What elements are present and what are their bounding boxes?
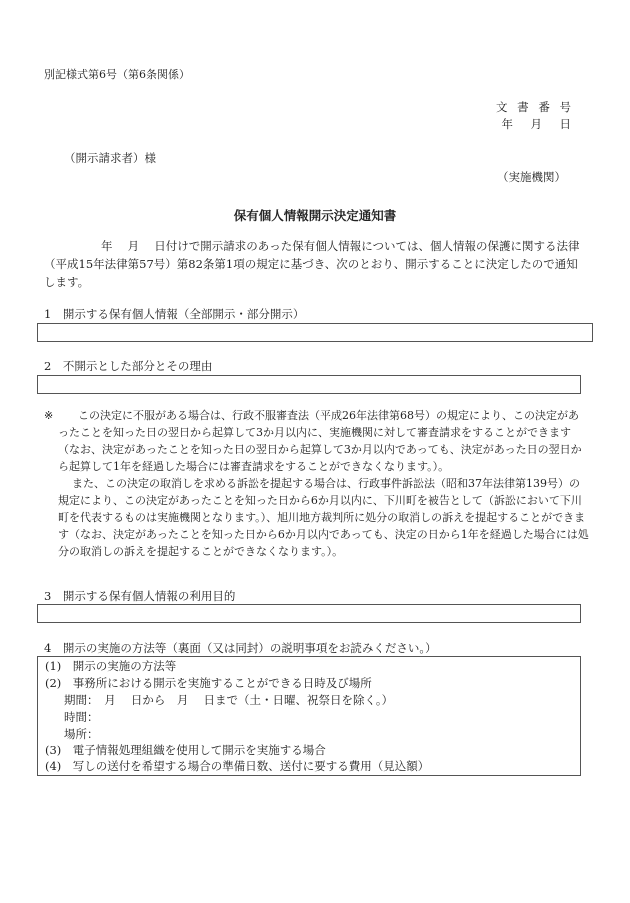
section-4-field[interactable] [37, 656, 581, 776]
requester-line: （開示請求者）様 [64, 151, 156, 165]
form-number: 別記様式第6号（第6条関係） [44, 68, 190, 81]
section-4-heading: 4 開示の実施の方法等（裏面（又は同封）の説明事項をお読みください。） [44, 641, 437, 655]
section-2-field[interactable] [37, 375, 581, 394]
appeal-note-review: この決定に不服がある場合は、行政不服審査法（平成26年法律第68号）の規定により、この決定があったことを知った日の翌日から起算して3か月以内に、実施機関に対して審査請求をすることができます（なお、決定があったことを知った日の翌日から起算して3か月以内であっても、決定があった日の翌日から起算して1年を経過した場合には審査請求をすることができなくなります。）。 [58, 409, 582, 473]
document-title: 保有個人情報開示決定通知書 [233, 208, 397, 223]
doc-number-label: 文 書 番 号 [496, 100, 574, 114]
section-3-field[interactable] [37, 604, 581, 623]
section-1-field[interactable] [37, 323, 593, 342]
appeal-notes [44, 407, 589, 560]
section-1-heading: 1 開示する保有個人情報（全部開示・部分開示） [44, 307, 305, 321]
section-2-heading: 2 不開示とした部分とその理由 [44, 359, 213, 373]
date-label: 年 月 日 [501, 117, 574, 131]
method-period: 期間： 月 日から 月 日まで（土・日曜、祝祭日を除く。） [64, 693, 394, 707]
document-meta [496, 99, 574, 133]
agency-line: （実施機関） [497, 170, 566, 184]
appeal-note-lawsuit: また、この決定の取消しを求める訴訟を提起する場合は、行政事件訴訟法（昭和37年法律第139号）の規定により、この決定があったことを知った日から6か月以内に、下川町を被告として（訴訟において下川町を代表するものは実施機関となります。）、旭川地方裁判所に処分の取消しの訴えを提起することができます（なお、決定があったことを知った日から6か月以内であっても、決定の日から1年を経過した場合には処分の取消しの訴えを提起することができなくなります。）。 [58, 477, 589, 558]
section-3-heading: 3 開示する保有個人情報の利用目的 [44, 589, 236, 603]
method-item-2: (2) 事務所における開示を実施することができる日時及び場所 [45, 676, 372, 690]
method-item-1: (1) 開示の実施の方法等 [45, 659, 177, 673]
method-item-3: (3) 電子情報処理組織を使用して開示を実施する場合 [45, 743, 326, 757]
method-place: 場所： [64, 727, 99, 741]
note-mark: ※ [44, 409, 54, 422]
intro-paragraph [44, 237, 589, 291]
intro-text: 年 月 日付けで開示請求のあった保有個人情報については、個人情報の保護に関する法律（平成15年法律第57号）第82条第1項の規定に基づき、次のとおり、開示することに決定したので通知します。 [44, 239, 580, 289]
method-item-4: (4) 写しの送付を希望する場合の準備日数、送付に要する費用（見込額） [45, 759, 430, 773]
method-time: 時間： [64, 710, 99, 724]
